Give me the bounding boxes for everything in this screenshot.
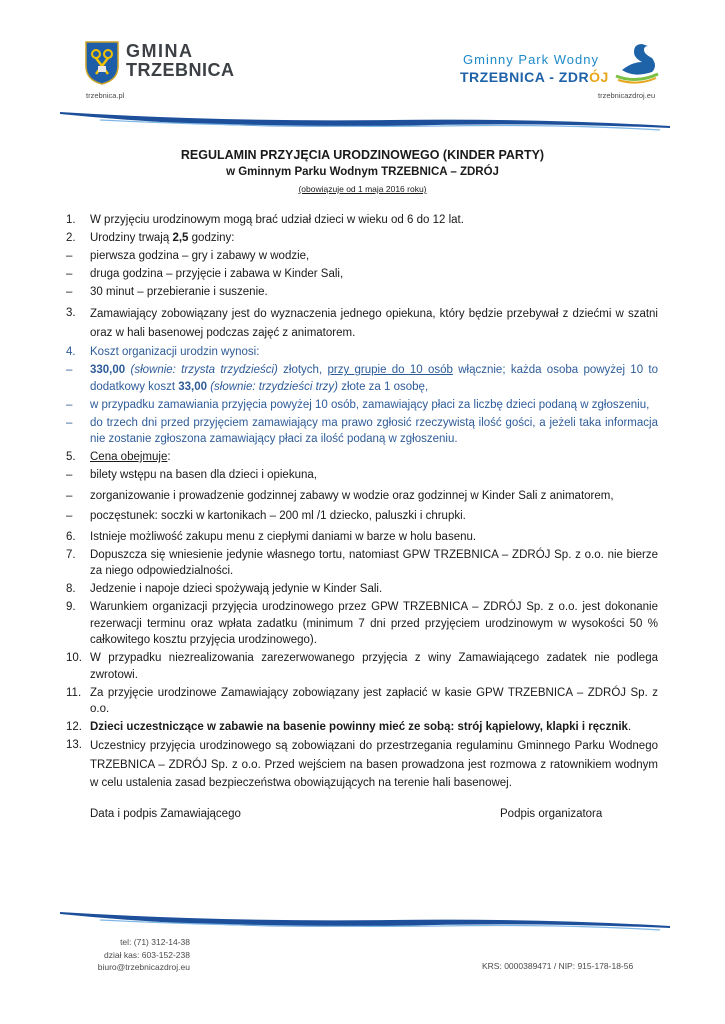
rule-text-part: : — [167, 451, 171, 463]
bullet-dash: – — [66, 469, 73, 481]
document-title: REGULAMIN PRZYJĘCIA URODZINOWEGO (KINDER PARTY) — [180, 148, 545, 162]
rule-text-part: włącznie; każda osoba powyżej 10 to dodatkowy koszt — [90, 364, 658, 393]
rule-text: Uczestnicy przyjęcia urodzinowego są zobowiązani do przestrzegania regulaminu Gminnego Parku Wodnego TRZEBNICA – ZDRÓJ Sp. z o.o. Przed wejściem na basen prowadzona jest rozmowa z ratownikiem wodnym w celu ustalenia zasad bezpieczeństwa obowiązujących na terenie hali basenowej. — [90, 740, 658, 789]
park-logo-line2 — [460, 69, 609, 85]
bullet-text: 30 minut – przebieranie i suszenie. — [90, 286, 268, 298]
rule-text-part: złotych, — [277, 364, 328, 376]
rule-number: 4. — [66, 346, 76, 358]
rule-text-part: . — [627, 721, 632, 733]
organizer-signature-label: Podpis organizatora — [500, 808, 603, 820]
bullet-text: zorganizowanie i prowadzenie godzinnej zabawy w wodzie oraz godzinnej w Kinder Sali z animatorem, — [90, 489, 614, 502]
price-value: 330,00 — [90, 364, 126, 376]
cash-desk-phone: dział kas: 603-152-238 — [103, 949, 190, 960]
rule-text: W przyjęciu urodzinowym mogą brać udział dzieci w wieku od 6 do 12 lat. — [90, 214, 464, 226]
rule-5-bullet — [66, 508, 658, 525]
bullet-dash: – — [66, 398, 73, 411]
rule-text — [90, 230, 658, 247]
rule-text-part: złote za 1 osobę, — [338, 380, 429, 393]
rule-7 — [66, 547, 658, 580]
bullet-dash: – — [66, 489, 73, 502]
rule-4-bullet — [66, 397, 658, 414]
email: biuro@trzebnicazdroj.eu — [97, 962, 190, 972]
bullet-text — [90, 362, 658, 395]
footer-wave-divider — [60, 906, 670, 936]
rule-number: 13. — [66, 739, 82, 751]
rule-text-bold: Dzieci uczestniczące w zabawie na basenie powinny mieć ze sobą: strój kąpielowy, klapki i ręcznik — [90, 721, 628, 733]
rule-text: Dopuszcza się wniesienie jedynie własnego tortu, natomiast GPW TRZEBNICA – ZDRÓJ Sp. z o.o. nie bierze za niego odpowiedzialności. — [90, 548, 658, 577]
rule-number: 9. — [66, 601, 76, 613]
rule-1 — [66, 212, 658, 229]
bullet-text: do trzech dni przed przyjęciem zamawiający ma prawo zgłosić rzeczywistą ilość gości, a jeżeli taka informacja nie zostanie zgłoszona zamawiający płaci za ilość podaną w zgłoszeniu. — [90, 416, 658, 445]
bullet-dash: – — [66, 364, 73, 376]
rule-number: 1. — [66, 214, 76, 226]
rule-9 — [66, 599, 658, 649]
bullet-dash: – — [66, 286, 73, 298]
contact-info — [86, 936, 190, 974]
gmina-line2: TRZEBNICA — [126, 60, 235, 80]
rule-text: W przypadku niezrealizowania zarezerwowanego przyjęcia z winy Zamawiającego zadatek nie podlega zwrotowi. — [90, 652, 658, 681]
effective-date: (obowiązuje od 1 maja 2016 roku) — [298, 184, 427, 194]
bullet-dash: – — [66, 510, 73, 522]
park-logo-line1: Gminny Park Wodny — [463, 52, 599, 67]
bullet-dash: – — [66, 268, 73, 280]
rule-text-part: godziny: — [188, 232, 235, 244]
rule-6 — [66, 529, 658, 546]
rule-2-bullet — [66, 266, 658, 283]
park-logo-line2-a: TRZEBNICA - ZDR — [460, 69, 590, 85]
rule-text: Istnieje możliwość zakupu menu z ciepłymi daniami w barze w holu basenu. — [90, 530, 477, 543]
website-left: trzebnica.pl — [86, 91, 125, 100]
rule-text-part: Urodziny trwają — [90, 232, 173, 244]
rule-13 — [66, 737, 658, 793]
rule-8 — [66, 581, 658, 598]
rule-number: 7. — [66, 548, 76, 561]
gmina-line1: GMINA — [126, 41, 194, 61]
rule-number: 6. — [66, 530, 76, 543]
duration-value: 2,5 — [172, 232, 189, 244]
rule-3 — [66, 305, 658, 343]
customer-signature-label: Data i podpis Zamawiającego — [90, 808, 241, 820]
price-in-words: (słownie: trzysta trzydzieści) — [125, 364, 278, 376]
coat-of-arms-icon — [84, 40, 120, 86]
rule-text — [90, 719, 658, 736]
rule-number: 11. — [66, 686, 82, 699]
rule-number: 3. — [66, 306, 76, 319]
rule-text — [90, 449, 658, 466]
bullet-dash: – — [66, 250, 73, 262]
rules-list — [66, 212, 658, 793]
rule-2-bullet — [66, 248, 658, 265]
rule-text: Jedzenie i napoje dzieci spożywają jedynie w Kinder Sali. — [90, 583, 383, 595]
rule-number: 12. — [66, 721, 82, 733]
group-size-note: przy grupie do 10 osób — [327, 364, 453, 376]
rule-number: 2. — [66, 232, 76, 244]
rule-number: 8. — [66, 583, 76, 595]
bullet-text: bilety wstępu na basen dla dzieci i opiekuna, — [90, 469, 317, 481]
website-right: trzebnicazdroj.eu — [598, 91, 656, 100]
rule-10 — [66, 650, 658, 683]
extra-price-in-words: (słownie: trzydzieści trzy) — [207, 380, 338, 393]
rule-text: Warunkiem organizacji przyjęcia urodzinowego przez GPW TRZEBNICA – ZDRÓJ Sp. z o.o. jest dokonanie rezerwacji terminu oraz wpłata zadatku (minimum 7 dni przed przyjęciem urodzinowym w wysokości 50 % całkowitego kosztu przyjęcia urodzinowego). — [90, 601, 658, 646]
bullet-text: druga godzina – przyjęcie i zabawa w Kinder Sali, — [90, 268, 344, 280]
registration-numbers: KRS: 0000389471 / NIP: 915-178-18-56 — [482, 961, 634, 971]
rule-4 — [66, 344, 658, 361]
rule-2-bullet — [66, 284, 658, 301]
rule-4-bullet — [66, 362, 658, 395]
rule-4-bullet — [66, 415, 658, 448]
rule-11 — [66, 685, 658, 718]
rule-text: Za przyjęcie urodzinowe Zamawiający zobowiązany jest zapłacić w kasie GPW TRZEBNICA – ZDRÓJ Sp. z o.o. — [90, 686, 658, 715]
rule-5-bullet — [66, 467, 658, 484]
rule-5-bullet — [66, 488, 658, 505]
phone: tel: (71) 312-14-38 — [120, 937, 190, 947]
bullet-text: pierwsza godzina – gry i zabawy w wodzie, — [90, 250, 310, 262]
rule-12 — [66, 719, 658, 736]
swan-icon — [612, 40, 660, 84]
header-wave-divider — [60, 108, 670, 138]
rule-2 — [66, 230, 658, 247]
extra-price-value: 33,00 — [178, 380, 207, 393]
bullet-text: poczęstunek: soczki w kartonikach – 200 ml /1 dziecko, paluszki i chrupki. — [90, 510, 466, 522]
rule-text: Zamawiający zobowiązany jest do wyznaczenia jednego opiekuna, który będzie przebywał z dziećmi w szatni oraz w hali basenowej podczas zajęć z animatorem. — [90, 307, 658, 339]
bullet-text: w przypadku zamawiania przyjęcia powyżej 10 osób, zamawiający płaci za liczbę dzieci podaną w zgłoszeniu, — [90, 398, 650, 411]
rule-number: 5. — [66, 451, 76, 463]
rule-number: 10. — [66, 652, 82, 664]
rule-text: Koszt organizacji urodzin wynosi: — [90, 346, 260, 358]
rule-text-part: Cena obejmuje — [90, 451, 168, 463]
bullet-dash: – — [66, 416, 73, 429]
park-logo-line2-b: ÓJ — [589, 69, 609, 85]
rule-5 — [66, 449, 658, 466]
document-subtitle: w Gminnym Parku Wodnym TRZEBNICA – ZDRÓJ — [226, 166, 499, 178]
